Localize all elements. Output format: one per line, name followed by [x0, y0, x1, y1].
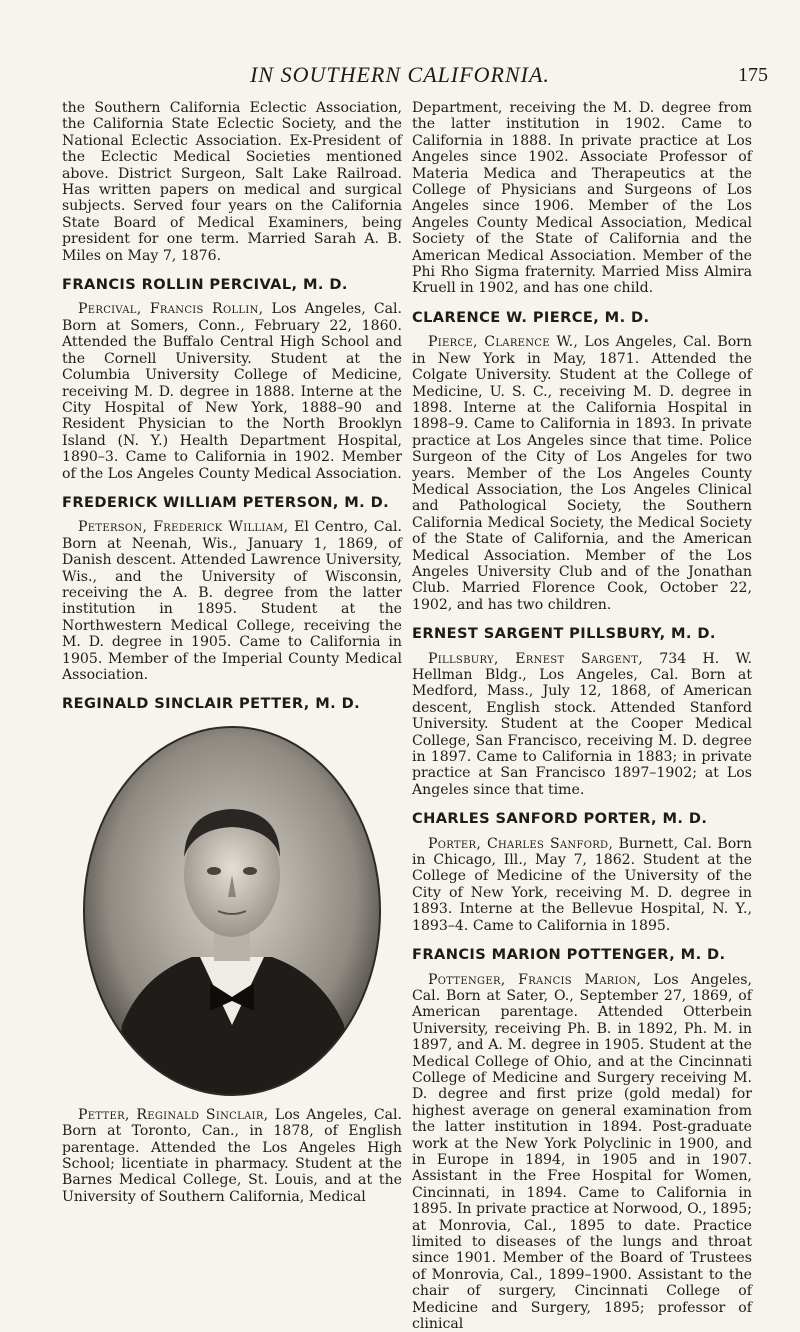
entry-name: Pottenger, Francis Marion,: [428, 972, 641, 988]
entry-body: [62, 301, 402, 481]
entry-name: Peterson, Frederick William,: [78, 519, 288, 535]
entry-body: [62, 1107, 402, 1205]
entry-name: Pierce, Clarence W.,: [428, 334, 578, 350]
entry-text: Burnett, Cal. Born in Chicago, Ill., May 7, 1862. Student at the College of Medicine of the University of the City of New York, receiving M. D. degree in 1893. Interne at the Bellevue Hospital, N. Y., 1893–4. Came to California in 1895.: [412, 836, 752, 934]
entry-name: Pillsbury, Ernest Sargent,: [428, 651, 643, 667]
entry-pillsbury: [412, 626, 752, 798]
entry-pottenger: [412, 947, 752, 1332]
entry-heading: ERNEST SARGENT PILLSBURY, M. D.: [412, 626, 752, 642]
entry-body: [412, 334, 752, 613]
entry-name: Percival, Francis Rollin,: [78, 301, 263, 317]
portrait-photo: [82, 725, 382, 1097]
entry-text: Los Angeles, Cal. Born in New York in May, 1871. Attended the Colgate University. Student at the College of Medicine, U. S. C., receiving M. D. degree in 1898. Interne at the California Hospital in 1898–9. Came to California in 1893. In private practice at Los Angeles since that time. Police Surgeon of the City of Los Angeles for two years. Member of the Los Angeles County Medical Association, the Los Angeles Clinical and Pathological Society, the Southern California Medical Society, the Medical Society of the State of California, and the American Medical Association. Member of the Los Angeles University Club and of the Jonathan Club. Married Florence Cook, October 22, 1902, and has two children.: [412, 334, 752, 613]
entry-peterson: [62, 495, 402, 683]
entry-body: [412, 972, 752, 1332]
running-head: [0, 62, 800, 92]
entry-pierce: [412, 310, 752, 613]
entry-text: El Centro, Cal. Born at Neenah, Wis., January 1, 1869, of Danish descent. Attended Lawrence University, Wis., and the University of Wisconsin, receiving the A. B. degree from the latter institution in 1895. Student at the Northwestern Medical College, receiving the M. D. degree in 1905. Came to California in 1905. Member of the Imperial County Medical Association.: [62, 519, 402, 683]
right-column: [412, 100, 752, 1332]
page-number: 175: [738, 64, 768, 87]
entry-heading: CLARENCE W. PIERCE, M. D.: [412, 310, 752, 326]
entry-text: 734 H. W. Hellman Bldg., Los Angeles, Cal. Born at Medford, Mass., July 12, 1868, of American descent, English stock. Attended Stanford University. Student at the Cooper Medical College, San Francisco, receiving M. D. degree in 1897. Came to California in 1883; in private practice at San Francisco 1897–1902; at Los Angeles since that time.: [412, 651, 752, 798]
entry-name: Porter, Charles Sanford,: [428, 836, 613, 852]
entry-body: [412, 651, 752, 799]
entry-heading: REGINALD SINCLAIR PETTER, M. D.: [62, 696, 402, 712]
entry-body: [62, 519, 402, 683]
continuation-text: the Southern California Eclectic Association, the California State Eclectic Society, and the National Eclectic Association. Ex-President of the Eclectic Medical Societies mentioned above. District Surgeon, Salt Lake Railroad. Has written papers on medical and surgical subjects. Served four years on the California State Board of Medical Examiners, being president for one term. Married Sarah A. B. Miles on May 7, 1876.: [62, 100, 402, 264]
entry-porter: [412, 811, 752, 934]
left-column: [62, 100, 402, 1205]
entry-text: Los Angeles, Cal. Born at Sater, O., September 27, 1869, of American parentage. Attended Otterbein University, receiving Ph. B. in 1892, Ph. M. in 1897, and A. M. degree in 1905. Student at the Medical College of Ohio, and at the Cincinnati College of Medicine and Surgery receiving M. D. degree and first prize (gold medal) for highest average on general examination from the latter institution in 1894. Post-graduate work at the New York Polyclinic in 1900, and in Europe in 1894, in 1905 and in 1907. Assistant in the Free Hospital for Women, Cincinnati, in 1894. Came to California in 1895. In private practice at Norwood, O., 1895; at Monrovia, Cal., 1895 to date. Practice limited to diseases of the lungs and throat since 1901. Member of the Board of Trustees of Monrovia, Cal., 1899–1900. Assistant to the chair of surgery, Cincinnati College of Medicine and Surgery, 1895; professor of clinical: [412, 972, 752, 1332]
portrait-image: [82, 725, 382, 1097]
entry-heading: CHARLES SANFORD PORTER, M. D.: [412, 811, 752, 827]
entry-text: Los Angeles, Cal. Born at Toronto, Can., in 1878, of English parentage. Attended the Los Angeles High School; licentiate in pharmacy. Student at the Barnes Medical College, St. Louis, and at the University of Southern California, Medical: [62, 1107, 402, 1205]
entry-heading: FRANCIS ROLLIN PERCIVAL, M. D.: [62, 277, 402, 293]
entry-petter: [62, 696, 402, 1205]
entry-body: [412, 836, 752, 934]
entry-text: Los Angeles, Cal. Born at Somers, Conn., February 22, 1860. Attended the Buffalo Central High School and the Cornell University. Student at the Columbia University College of Medicine, receiving M. D. degree in 1888. Interne at the City Hospital of New York, 1888–90 and Resident Physician to the North Brooklyn Island (N. Y.) Health Department Hospital, 1890–3. Came to California in 1902. Member of the Los Angeles County Medical Association.: [62, 301, 402, 481]
entry-name: Petter, Reginald Sinclair,: [78, 1107, 268, 1123]
entry-heading: FRANCIS MARION POTTENGER, M. D.: [412, 947, 752, 963]
running-title: IN SOUTHERN CALIFORNIA.: [0, 62, 800, 88]
continuation-text: Department, receiving the M. D. degree from the latter institution in 1902. Came to California in 1888. In private practice at Los Angeles since 1902. Associate Professor of Materia Medica and Therapeutics at the College of Physicians and Surgeons of Los Angeles since 1906. Member of the Los Angeles County Medical Association, Medical Society of the State of California and the American Medical Association. Member of the Phi Rho Sigma fraternity. Married Miss Almira Kruell in 1902, and has one child.: [412, 100, 752, 297]
entry-percival: [62, 277, 402, 482]
entry-heading: FREDERICK WILLIAM PETERSON, M. D.: [62, 495, 402, 511]
